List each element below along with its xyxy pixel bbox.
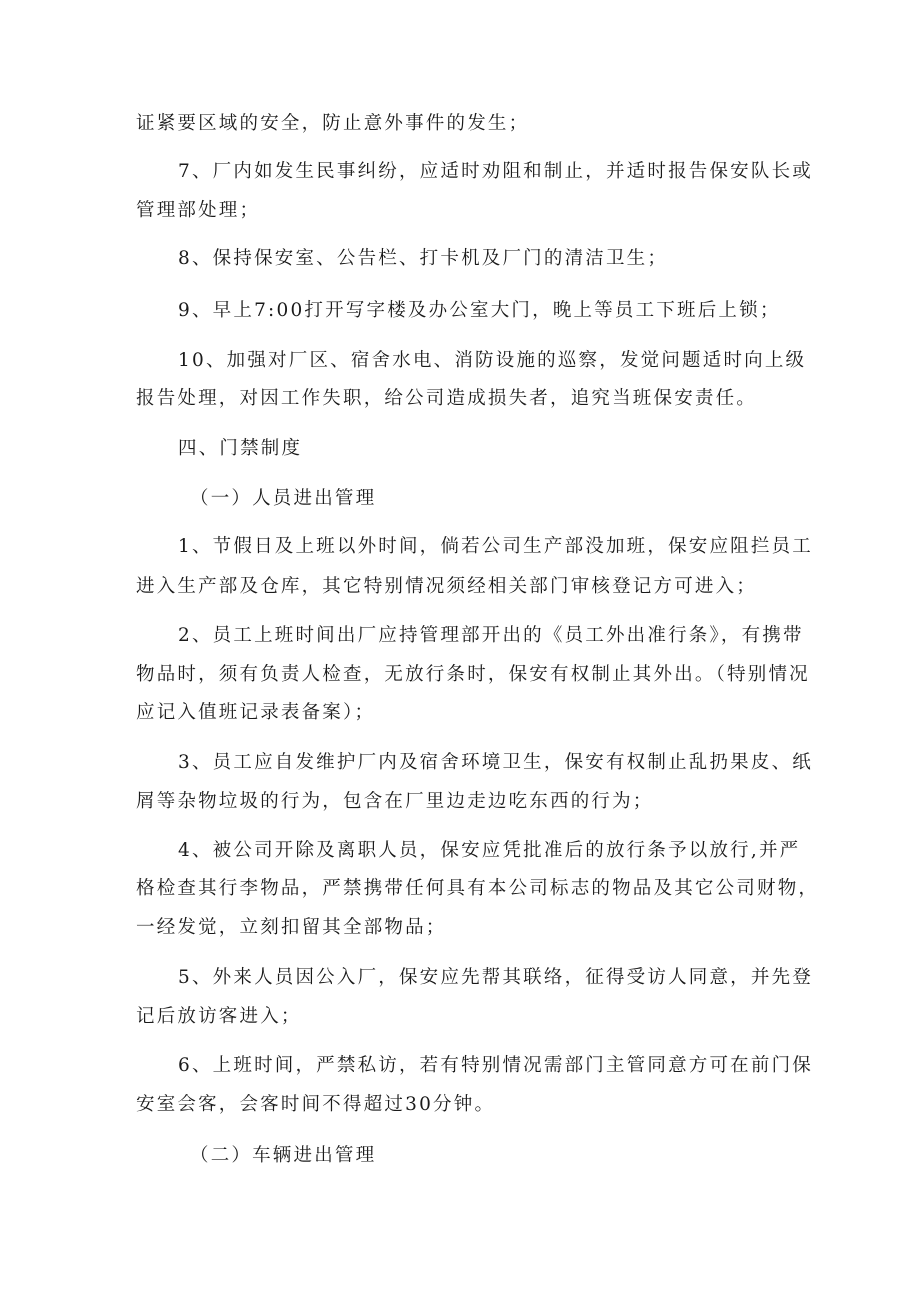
text-line: 应记入值班记录表备案）； — [136, 702, 376, 723]
text-line: 5、外来人员因公入厂，保安应先帮其联络，征得受访人同意，并先登 — [178, 967, 813, 988]
text-line: 9、早上7:00打开写字楼及办公室大门，晚上等员工下班后上锁； — [178, 300, 781, 321]
text-line: 4、被公司开除及离职人员，保安应凭批准后的放行条予以放行,并严 — [178, 840, 801, 861]
text-line: 管理部处理； — [136, 200, 261, 221]
text-line: 进入生产部及仓库，其它特别情况须经相关部门审核登记方可进入； — [136, 576, 758, 597]
subsection-heading: （一）人员进出管理 — [190, 488, 377, 509]
text-line: 1、节假日及上班以外时间，倘若公司生产部没加班，保安应阻拦员工 — [178, 536, 813, 557]
text-line: 屑等杂物垃圾的行为，包含在厂里边走边吃东西的行为； — [136, 791, 654, 812]
text-line: 一经发觉，立刻扣留其全部物品； — [136, 917, 447, 938]
text-line: 物品时，须有负责人检查，无放行条时，保安有权制止其外出。（特别情况 — [136, 664, 810, 685]
text-line: 安室会客，会客时间不得超过30分钟。 — [136, 1094, 496, 1115]
text-line: 记后放访客进入； — [136, 1006, 302, 1027]
subsection-heading: （二）车辆进出管理 — [190, 1145, 377, 1166]
text-line: 2、员工上班时间出厂应持管理部开出的《员工外出准行条》，有携带 — [178, 625, 804, 646]
text-line: 8、保持保安室、公告栏、打卡机及厂门的清洁卫生； — [178, 248, 669, 269]
text-line: 6、上班时间，严禁私访，若有特别情况需部门主管同意方可在前门保 — [178, 1055, 813, 1076]
text-line: 3、员工应自发维护厂内及宿舍环境卫生，保安有权制止乱扔果皮、纸 — [178, 752, 813, 773]
text-line: 报告处理，对因工作失职，给公司造成损失者，追究当班保安责任。 — [136, 388, 758, 409]
text-line: 格检查其行李物品，严禁携带任何具有本公司标志的物品及其它公司财物， — [136, 878, 820, 899]
section-heading: 四、门禁制度 — [178, 438, 303, 459]
text-line: 10、加强对厂区、宿舍水电、消防设施的巡察，发觉问题适时向上级 — [178, 350, 807, 371]
text-line: 7、厂内如发生民事纠纷，应适时劝阻和制止，并适时报告保安队长或 — [178, 161, 813, 182]
text-line: 证紧要区域的安全，防止意外事件的发生； — [136, 113, 530, 134]
